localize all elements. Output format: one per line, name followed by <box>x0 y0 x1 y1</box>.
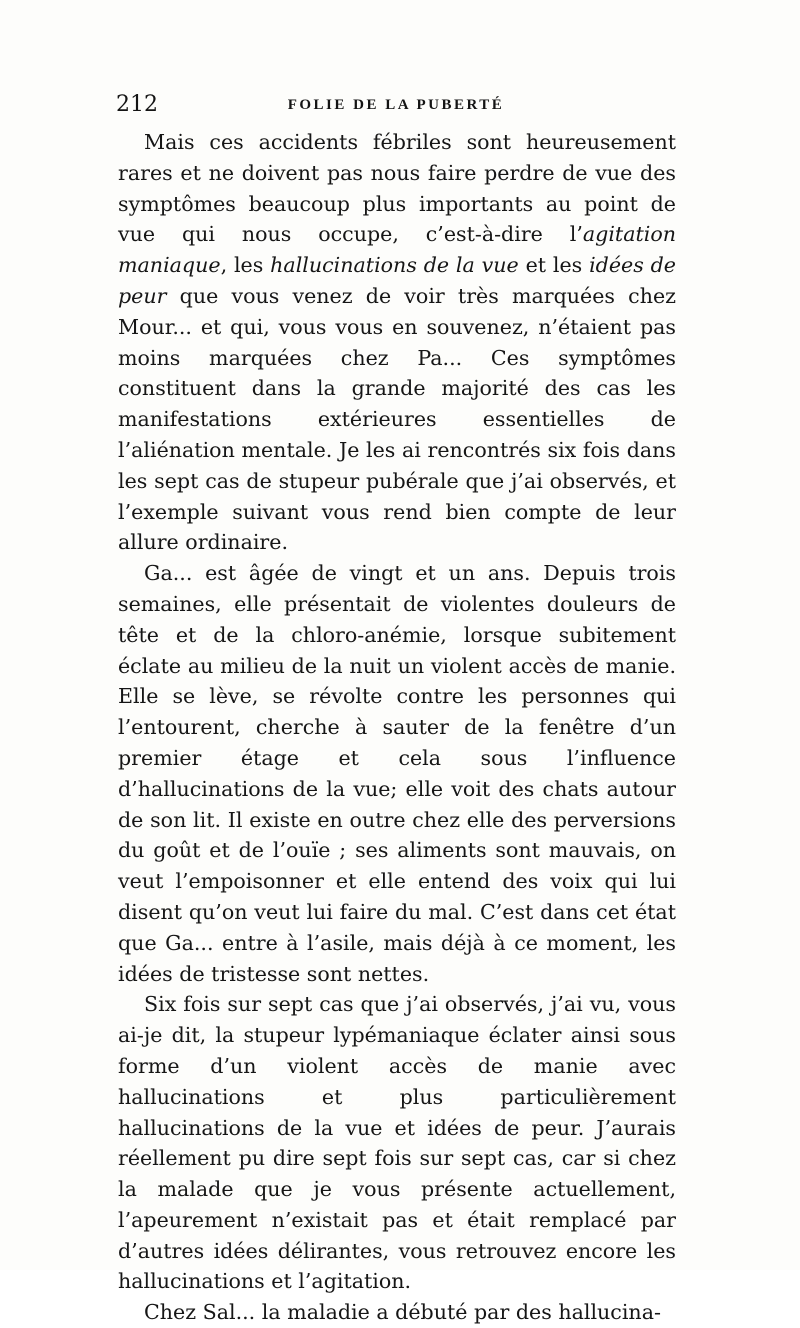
italic-phrase: agitation maniaque <box>118 222 676 278</box>
italic-phrase: hallucinations de la vue <box>270 253 519 278</box>
italic-phrase: idées de peur <box>118 253 676 308</box>
page-number: 212 <box>116 92 158 117</box>
page-header <box>116 92 676 122</box>
paragraph <box>118 1297 676 1328</box>
text-run: Ga... est âgée de vingt et un ans. Depuis trois semaines, elle présentait de violentes douleurs de tête et de la chloro-anémie, lorsque subitement éclate au milieu de la nuit un violent accès de manie. Elle se lève, se révolte contre les personnes qui l’entourent, cherche à sauter de la fenêtre d’un premier étage et cela sous l’influence d’hallucinations de la vue; elle voit des chats autour de son lit. Il existe en outre chez elle des perversions du goût et de l’ouïe ; ses aliments sont mauvais, on veut l’empoisonner et elle entend des voix qui lui disent qu’on veut lui faire du mal. C’est dans cet état que Ga... entre à l’asile, mais déjà à ce moment, les idées de tristesse sont nettes. <box>118 561 676 986</box>
text-run: et les <box>518 253 590 278</box>
text-run: Mais ces accidents fébriles sont heureusement rares et ne doivent pas nous faire perdre de vue des symptômes beaucoup plus importants au point de vue qui nous occupe, c’est-à-dire l’ <box>118 130 676 247</box>
paragraph <box>118 989 676 1297</box>
text-run: , les <box>220 253 271 278</box>
paragraph <box>118 127 676 558</box>
body-text <box>118 127 676 1328</box>
text-run: Six fois sur sept cas que j’ai observés, j’ai vu, vous ai-je dit, la stupeur lypémaniaque éclater ainsi sous forme d’un violent accès de manie avec hallucinations et plus particulièrement hallucinations de la vue et idées de peur. J’aurais réellement pu dire sept fois sur sept cas, car si chez la malade que je vous présente actuellement, l’apeurement n’existait pas et était remplacé par d’autres idées délirantes, vous retrouvez encore les hallucinations et l’agitation. <box>118 992 676 1294</box>
running-title: FOLIE DE LA PUBERTÉ <box>287 97 505 113</box>
text-run: que vous venez de voir très marquées chez Mour... et qui, vous vous en souvenez, n’étaient pas moins marquées chez Pa... Ces symptômes constituent dans la grande majorité des cas les manifestations extérieures essentielles de l’aliénation mentale. Je les ai rencontrés six fois dans les sept cas de stupeur pubérale que j’ai observés, et l’exemple suivant vous rend bien compte de leur allure ordinaire. <box>118 283 676 555</box>
paragraph <box>118 558 676 989</box>
text-run: Chez Sal... la maladie a débuté par des hallucina- <box>144 1300 661 1325</box>
